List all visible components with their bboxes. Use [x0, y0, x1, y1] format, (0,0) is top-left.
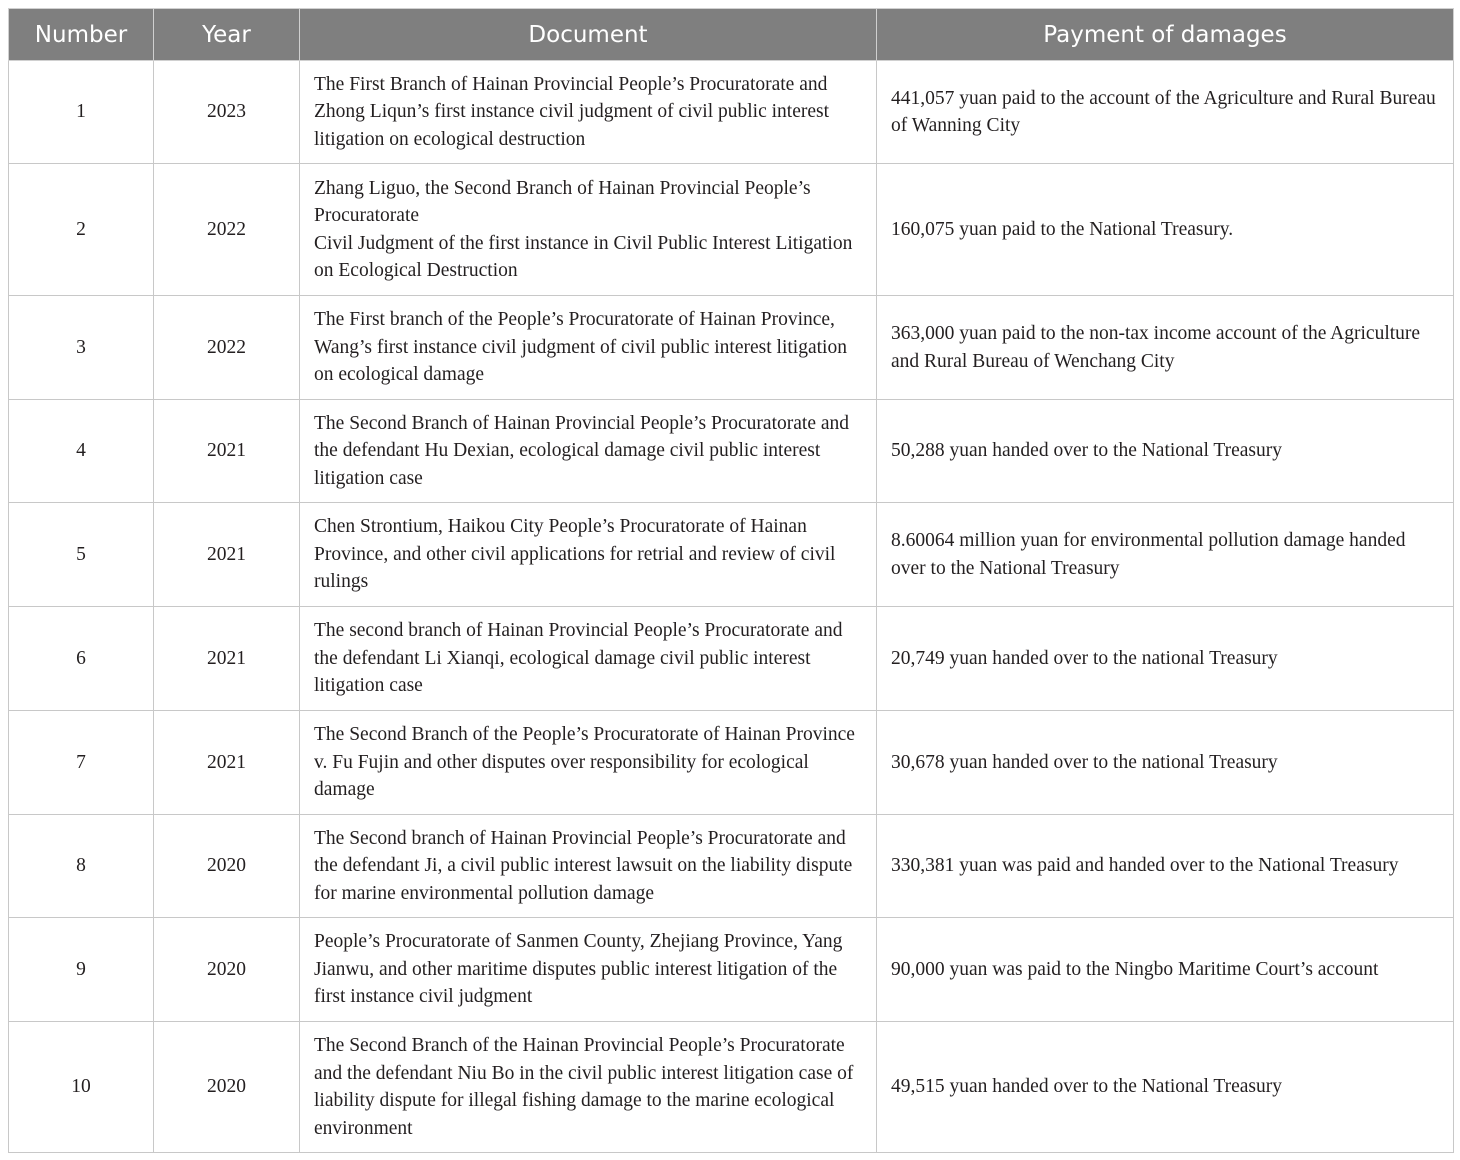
header-document: Document: [300, 9, 877, 61]
cell-year: 2020: [154, 815, 300, 918]
header-year: Year: [154, 9, 300, 61]
cell-document: The Second Branch of Hainan Provincial People’s Procuratorate and the defendant Hu Dexian, ecological damage civil public interest litigation case: [300, 400, 877, 503]
table-row: [9, 607, 1454, 711]
cell-number: 5: [9, 503, 154, 607]
cell-payment: 30,678 yuan handed over to the national Treasury: [877, 711, 1454, 815]
cell-number: 3: [9, 296, 154, 400]
cell-document: The First branch of the People’s Procuratorate of Hainan Province, Wang’s first instance civil judgment of civil public interest litigation on ecological damage: [300, 296, 877, 400]
cell-year: 2021: [154, 607, 300, 711]
table-row: [9, 400, 1454, 503]
damages-table: [8, 8, 1454, 1153]
cell-payment: 441,057 yuan paid to the account of the Agriculture and Rural Bureau of Wanning City: [877, 61, 1454, 164]
table-row: [9, 296, 1454, 400]
cell-payment: 49,515 yuan handed over to the National Treasury: [877, 1022, 1454, 1153]
cell-document: The Second Branch of the People’s Procuratorate of Hainan Province v. Fu Fujin and other disputes over responsibility for ecological damage: [300, 711, 877, 815]
cell-number: 2: [9, 164, 154, 296]
cell-payment: 330,381 yuan was paid and handed over to the National Treasury: [877, 815, 1454, 918]
cell-payment: 20,749 yuan handed over to the national Treasury: [877, 607, 1454, 711]
cell-number: 8: [9, 815, 154, 918]
cell-year: 2021: [154, 711, 300, 815]
cell-payment: 8.60064 million yuan for environmental pollution damage handed over to the National Treasury: [877, 503, 1454, 607]
cell-document: People’s Procuratorate of Sanmen County, Zhejiang Province, Yang Jianwu, and other maritime disputes public interest litigation of the first instance civil judgment: [300, 918, 877, 1022]
cell-number: 9: [9, 918, 154, 1022]
cell-document: The First Branch of Hainan Provincial People’s Procuratorate and Zhong Liqun’s first instance civil judgment of civil public interest litigation on ecological destruction: [300, 61, 877, 164]
cell-document: The Second branch of Hainan Provincial People’s Procuratorate and the defendant Ji, a civil public interest lawsuit on the liability dispute for marine environmental pollution damage: [300, 815, 877, 918]
cell-number: 1: [9, 61, 154, 164]
cell-document: The second branch of Hainan Provincial People’s Procuratorate and the defendant Li Xianqi, ecological damage civil public interest litigation case: [300, 607, 877, 711]
table-row: [9, 503, 1454, 607]
table-row: [9, 815, 1454, 918]
cell-year: 2020: [154, 1022, 300, 1153]
cell-number: 10: [9, 1022, 154, 1153]
cell-number: 7: [9, 711, 154, 815]
header-row: [9, 9, 1454, 61]
cell-year: 2021: [154, 503, 300, 607]
cell-document: Zhang Liguo, the Second Branch of Hainan Provincial People’s Procuratorate Civil Judgment of the first instance in Civil Public Interest Litigation on Ecological Destruction: [300, 164, 877, 296]
table-row: [9, 918, 1454, 1022]
table-row: [9, 61, 1454, 164]
table-row: [9, 711, 1454, 815]
cell-number: 4: [9, 400, 154, 503]
cell-document: Chen Strontium, Haikou City People’s Procuratorate of Hainan Province, and other civil applications for retrial and review of civil rulings: [300, 503, 877, 607]
cell-year: 2023: [154, 61, 300, 164]
cell-number: 6: [9, 607, 154, 711]
cell-document: The Second Branch of the Hainan Provincial People’s Procuratorate and the defendant Niu Bo in the civil public interest litigation case of liability dispute for illegal fishing damage to the marine ecological environment: [300, 1022, 877, 1153]
cell-year: 2020: [154, 918, 300, 1022]
cell-payment: 363,000 yuan paid to the non-tax income account of the Agriculture and Rural Bureau of Wenchang City: [877, 296, 1454, 400]
header-payment: Payment of damages: [877, 9, 1454, 61]
table-row: [9, 1022, 1454, 1153]
table-row: [9, 164, 1454, 296]
cell-payment: 160,075 yuan paid to the National Treasury.: [877, 164, 1454, 296]
cell-payment: 50,288 yuan handed over to the National Treasury: [877, 400, 1454, 503]
cell-year: 2022: [154, 164, 300, 296]
header-number: Number: [9, 9, 154, 61]
cell-year: 2021: [154, 400, 300, 503]
cell-payment: 90,000 yuan was paid to the Ningbo Maritime Court’s account: [877, 918, 1454, 1022]
cell-year: 2022: [154, 296, 300, 400]
